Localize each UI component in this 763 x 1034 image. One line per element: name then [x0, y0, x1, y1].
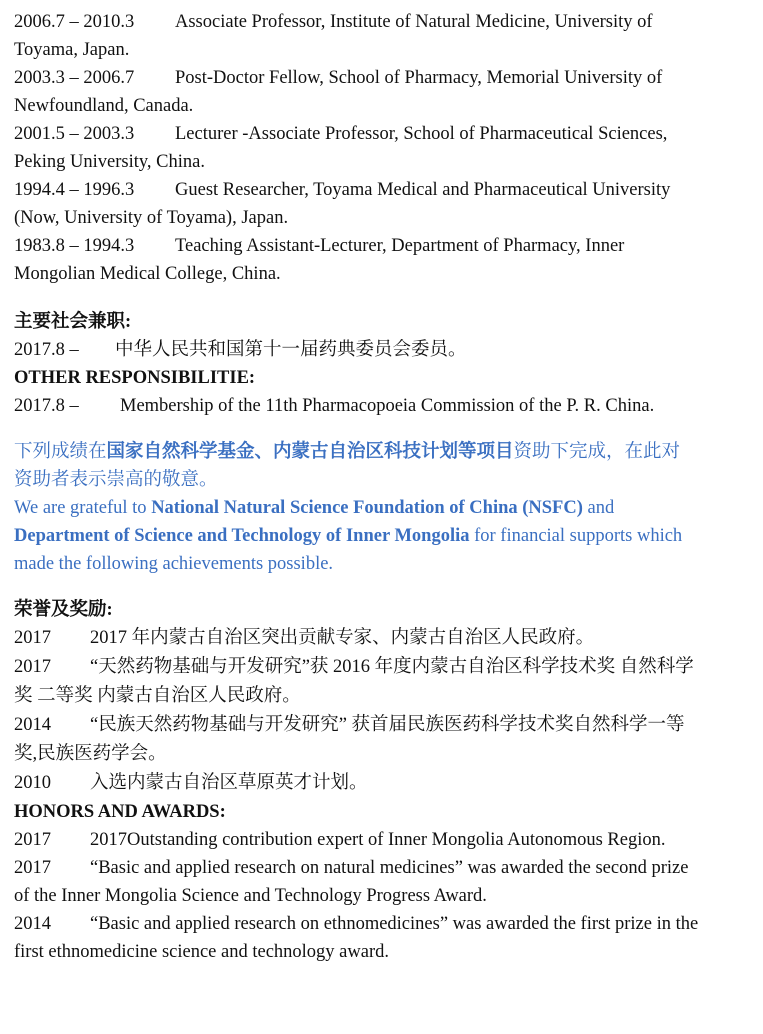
honor-zh-continuation: 奖 二等奖 内蒙古自治区人民政府。 [14, 686, 301, 706]
responsibility-zh-text: 中华人民共和国第十一届药典委员会委员。 [115, 340, 467, 360]
honor-en-continuation: of the Inner Mongolia Science and Technology Progress Award. [14, 886, 487, 906]
career-text: Guest Researcher, Toyama Medical and Pharmaceutical University [175, 180, 671, 200]
honors-zh-list [14, 624, 754, 798]
career-text: Associate Professor, Institute of Natural Medicine, University of [175, 12, 653, 32]
responsibility-zh-date: 2017.8 – [14, 340, 79, 360]
honor-en-item [14, 910, 754, 938]
career-entry [14, 232, 754, 260]
honor-en-continuation: first ethnomedicine science and technology award. [14, 942, 389, 962]
career-text: Teaching Assistant-Lecturer, Department of Pharmacy, Inner [175, 236, 625, 256]
acknowledgement-en-line2 [14, 522, 754, 550]
honor-en-year: 2017 [14, 858, 51, 878]
career-date: 2001.5 – 2003.3 [14, 124, 135, 144]
career-entry-continuation: Newfoundland, Canada. [14, 96, 194, 116]
responsibilities-zh-heading: 主要社会兼职: [14, 312, 132, 332]
responsibility-en-date: 2017.8 – [14, 396, 79, 416]
career-date: 2003.3 – 2006.7 [14, 68, 135, 88]
honor-zh-item [14, 711, 754, 740]
acknowledgement-en-line1 [14, 494, 754, 522]
career-entry-continuation: Mongolian Medical College, China. [14, 264, 281, 284]
career-entry-continuation: (Now, University of Toyama), Japan. [14, 208, 289, 228]
career-list [14, 8, 754, 288]
honors-en-list [14, 826, 754, 966]
honor-zh-year: 2010 [14, 773, 51, 793]
ack-en-dept: Department of Science and Technology of Inner Mongolia [14, 526, 470, 546]
ack-en-pre: We are grateful to [14, 498, 152, 518]
honor-en-text: “Basic and applied research on ethnomedicines” was awarded the first prize in the [90, 914, 699, 934]
honors-en-heading: HONORS AND AWARDS: [14, 802, 226, 822]
career-entry [14, 64, 754, 92]
ack-zh-funders: 国家自然科学基金、内蒙古自治区科技计划等项目 [106, 442, 514, 462]
honor-zh-continuation: 奖,民族医药学会。 [14, 744, 167, 764]
acknowledgement-en-line3: made the following achievements possible. [14, 554, 334, 574]
career-text: Lecturer -Associate Professor, School of Pharmaceutical Sciences, [175, 124, 668, 144]
honor-en-text: “Basic and applied research on natural medicines” was awarded the second prize [90, 858, 689, 878]
ack-en-post: for financial supports which [469, 526, 683, 546]
honor-zh-year: 2017 [14, 628, 51, 648]
honor-zh-item [14, 653, 754, 682]
ack-en-nsfc: National Natural Science Foundation of China (NSFC) [151, 498, 583, 518]
ack-en-mid: and [582, 498, 615, 518]
career-entry [14, 8, 754, 36]
honor-zh-text: “民族天然药物基础与开发研究” 获首届民族医药科学技术奖自然科学一等 [90, 715, 685, 735]
honor-en-item [14, 826, 754, 854]
honors-zh-heading: 荣誉及奖励: [14, 600, 113, 620]
career-date: 1983.8 – 1994.3 [14, 236, 135, 256]
honor-zh-text: “天然药物基础与开发研究”获 2016 年度内蒙古自治区科学技术奖 自然科学 [90, 657, 694, 677]
honor-zh-year: 2017 [14, 657, 51, 677]
honor-en-year: 2014 [14, 914, 51, 934]
honor-en-item [14, 854, 754, 882]
honor-zh-text: 入选内蒙古自治区草原英才计划。 [90, 773, 368, 793]
document-page [14, 8, 754, 966]
acknowledgement-zh-line2: 资助者表示崇高的敬意。 [14, 470, 218, 490]
career-entry [14, 120, 754, 148]
responsibility-zh-entry [14, 336, 754, 364]
ack-zh-mid: 资助下完成，在此对 [513, 442, 681, 462]
honor-zh-text: 2017 年内蒙古自治区突出贡献专家、内蒙古自治区人民政府。 [90, 628, 595, 648]
responsibilities-en-heading: OTHER RESPONSIBILITIE: [14, 368, 256, 388]
acknowledgement-block [14, 438, 754, 578]
career-date: 1994.4 – 1996.3 [14, 180, 135, 200]
honor-zh-year: 2014 [14, 715, 51, 735]
honor-en-text: 2017Outstanding contribution expert of Inner Mongolia Autonomous Region. [90, 830, 666, 850]
responsibility-en-text: Membership of the 11th Pharmacopoeia Commission of the P. R. China. [120, 396, 655, 416]
spacer [14, 420, 754, 438]
responsibility-en-entry [14, 392, 754, 420]
acknowledgement-zh-line1 [14, 438, 754, 466]
spacer [14, 288, 754, 308]
career-date: 2006.7 – 2010.3 [14, 12, 135, 32]
honor-zh-item [14, 624, 754, 653]
ack-zh-pre: 下列成绩在 [14, 442, 107, 462]
career-entry-continuation: Peking University, China. [14, 152, 205, 172]
spacer [14, 578, 754, 596]
career-entry [14, 176, 754, 204]
honor-zh-item [14, 769, 754, 798]
career-entry-continuation: Toyama, Japan. [14, 40, 130, 60]
honor-en-year: 2017 [14, 830, 51, 850]
career-text: Post-Doctor Fellow, School of Pharmacy, Memorial University of [175, 68, 663, 88]
